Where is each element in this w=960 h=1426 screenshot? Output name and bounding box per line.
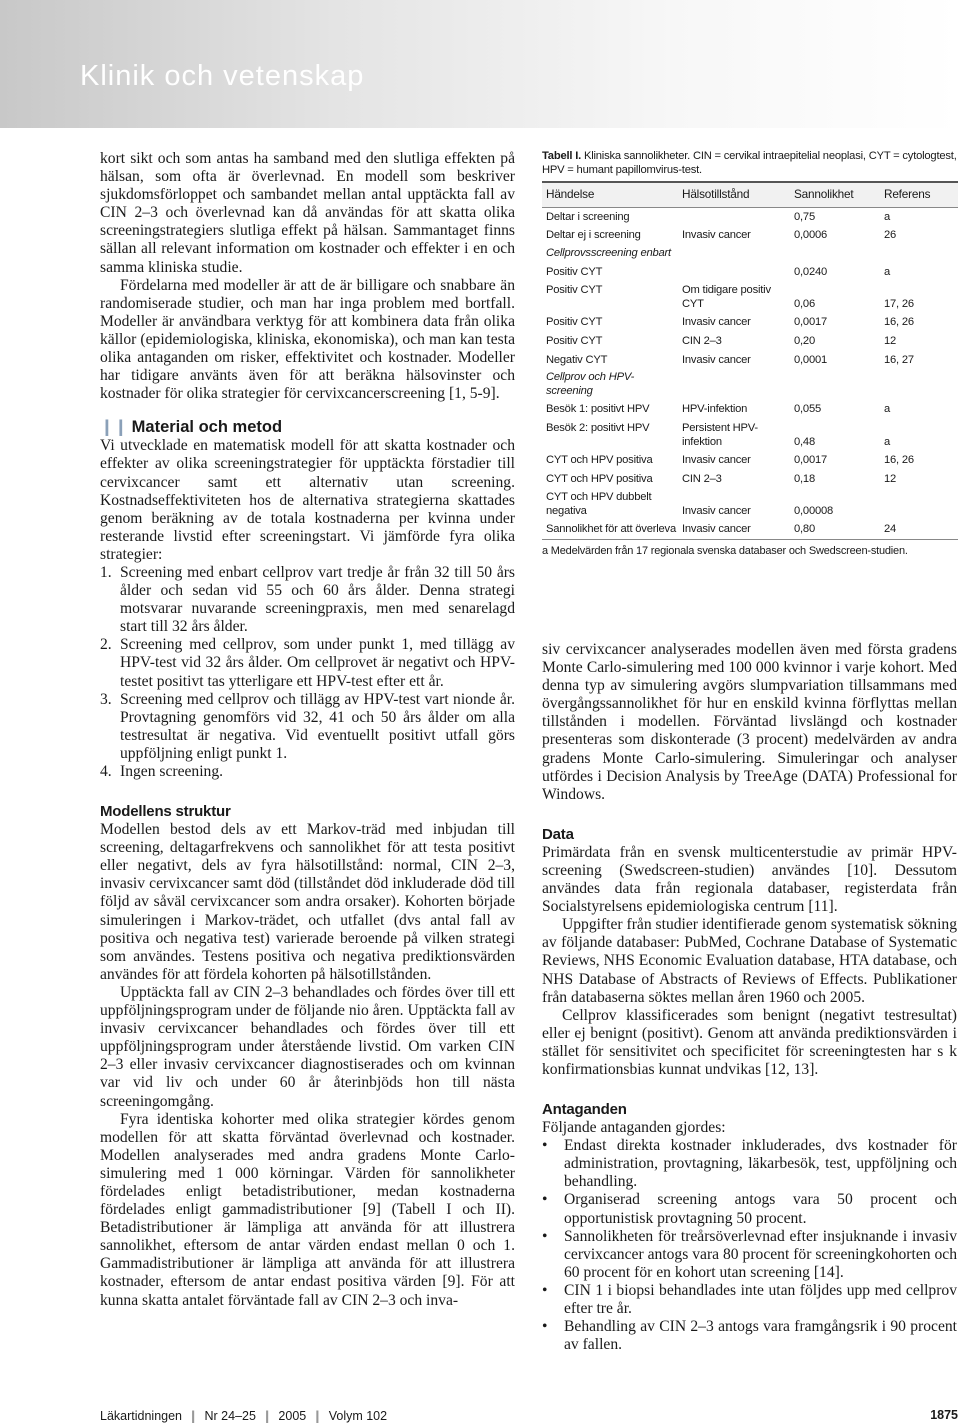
cell-prob: 0,80: [790, 520, 880, 539]
cell-ref: 12: [884, 472, 897, 485]
cell-prob: 0,18: [794, 472, 815, 485]
footer-volume: Volym 102: [328, 1409, 388, 1423]
group-label: Cellprovsscreening enbart: [546, 246, 671, 259]
cell-ref: [880, 245, 958, 263]
assumption-text: Sannolikheten för treårsöverlevnad efter insjuknande i invasiv cervixcancer antogs vara 80 procent för screeningkohorten och 60 procent för en kohort utan screening [14].: [564, 1227, 957, 1281]
list-item: [542, 1282, 957, 1318]
right-paragraph-3: Uppgifter från studier identifierade genom systematisk sökning av följande databaser: PubMed, Cochrane Database of Systematic Reviews, NHS Economic Evaluation database, HTA database, och NHS Database of Abstracts of Reviews of Effects. Publikationer från databaserna söktes mellan åren 1960 och 2005.: [542, 916, 957, 1006]
strategy-text: Screening med cellprov och tillägg av HPV-test vart nionde år. Provtagning genomförs vid 32, 41 och 50 års ålder om alla testresultat är negativa. Vid eventuellt positivt utfall görs uppföljning enligt punkt 1.: [120, 690, 515, 762]
footnote-mark: a: [542, 545, 548, 558]
cell-prob: 0,0240: [794, 265, 828, 278]
left-paragraph-4: Modellen bestod dels av ett Markov-träd med inbjudan till screening, deltagarfrekvens och sannolikhet för att testa positivt eller negativt, dels av fyra hälsotillstånd: normal, CIN 2–3, invasiv cervixcancer samt död (tillståndet död inkluderade död till följd av såväl cervixcancer som andra orsaker). Kohorten började simuleringen i Markov-trädet, och utfallet (dvs antal fall av positiva och negativa test) varierade beroende på vilken strategi som användes. Testens positiva och negativa prediktionsvärden användes för att fördela kohorten på hälsotillstånden.: [100, 821, 515, 983]
heading-antaganden: Antaganden: [542, 1101, 627, 1119]
header-sannolikhet: Sannolikhet: [790, 182, 880, 207]
cell-event: Positiv CYT: [546, 334, 603, 347]
footer-separator: ❙: [312, 1409, 323, 1423]
cell-state: CIN 2–3: [682, 472, 722, 485]
heading-data: Data: [542, 825, 574, 843]
bullet-icon: •: [542, 1318, 548, 1336]
cell-ref: 26: [884, 229, 897, 242]
cell-prob: 0,48: [794, 435, 815, 448]
cell-event: Negativ CYT: [546, 353, 608, 366]
cell-prob: 0,06: [794, 297, 815, 310]
cell-state: Invasiv cancer: [682, 316, 751, 329]
cell-state: [678, 263, 790, 282]
probability-table: [542, 181, 958, 540]
cell-event: CYT och HPV positiva: [546, 454, 653, 467]
left-paragraph-2: Fördelarna med modeller är att de är billigare och snabbare än randomiserade studier, och man har inga problem med bortfall. Modeller är användbara verktyg för att kombinera data från olika källor (epidemiologiska, kliniska, ekonomiska), och man kan testa olika antaganden om risker, effektivitet och kostnader. Modeller har tidigare använts även för att beräkna hälsovinster och kostnader för olika strategier för cervixcancerscreening [1, 5-9].: [100, 276, 515, 403]
group-label: Cellprov och HPV-screening: [546, 371, 635, 397]
cell-ref: a: [884, 435, 891, 448]
table-row: [542, 351, 958, 370]
cell-prob: 0,0017: [794, 454, 828, 467]
left-paragraph-3: Vi utvecklade en matematisk modell för att skatta kostnader och effekter av olika screeningstrategier för upptäckta förstadier till cervixcancer samt ett alternativ utan screening. Kostnadseffektiviteten hos de alternativa strategierna skattades genom beräkning av de totala kostnaderna per kvinna under resterande livstid efter screeningstart. Vi jämförde fyra olika strategier:: [100, 437, 515, 563]
strategy-item: [100, 636, 515, 690]
strategy-text: Screening med enbart cellprov vart tredje år från 32 till 50 års ålder och sedan vid 55 och 60 års ålder. Denna strategi motsvarar nuvarande screeningpraxis, men med senarelagd start till 32 års ålder.: [120, 563, 515, 636]
footer-issue: Nr 24–25: [204, 1409, 256, 1423]
table-1: [542, 150, 958, 570]
right-paragraph-5: Följande antaganden gjordes:: [542, 1119, 726, 1137]
bullet-icon: •: [542, 1227, 548, 1245]
strategy-item: [100, 564, 515, 636]
table-row-group: [542, 369, 958, 400]
table-row: [542, 313, 958, 332]
cell-prob: 0,20: [794, 334, 815, 347]
table-row: [542, 419, 958, 451]
table-header-row: [542, 182, 958, 207]
cell-event: Besök 1: positivt HPV: [546, 403, 650, 416]
cell-prob: 0,00008: [794, 504, 834, 517]
assumption-text: Behandling av CIN 2–3 antogs vara framgångsrik i 90 procent av fallen.: [564, 1318, 957, 1354]
cell-event: Sannolikhet för att överleva: [542, 520, 678, 539]
cell-ref: 12: [884, 334, 897, 347]
cell-event: [542, 245, 678, 263]
table-row: [542, 226, 958, 245]
table-caption-text: Kliniska sannolikheter. CIN = cervikal intraepitelial neoplasi, CYT = cytologtest, HPV = humant papillomvirus-test.: [542, 150, 957, 176]
table-footnote: [542, 545, 958, 559]
footer-journal: Läkartidningen: [100, 1409, 183, 1423]
cell-event: Positiv CYT: [546, 265, 603, 278]
cell-state: CIN 2–3: [682, 334, 722, 347]
footer-year: 2005: [278, 1409, 307, 1423]
header-halsotillstand: Hälsotillstånd: [678, 182, 790, 207]
cell-ref: 16, 27: [884, 353, 914, 366]
strategy-text: Ingen screening.: [120, 763, 224, 780]
cell-state: [678, 207, 790, 226]
left-paragraph-5: Upptäckta fall av CIN 2–3 behandlades och fördes över till ett uppföljningsprogram under de följande nio åren. Upptäckta fall av invasiv cervixcancer behandlades och fördes över till ett uppföljningsprogram under återstående livstid. Om varken CIN 2–3 eller invasiv cervixcancer diagnostiserades och om kvinnan var vid liv och under 60 år återinbjöds hon till nästa screeningomgång.: [100, 983, 515, 1110]
cell-ref: 16, 26: [884, 454, 914, 467]
heading-material-text: Material och metod: [131, 418, 283, 437]
table-row-group: [542, 245, 958, 263]
table-caption-label: Tabell I.: [542, 150, 582, 162]
page-footer: [100, 1408, 958, 1423]
cell-event: [542, 369, 678, 400]
bullet-icon: •: [542, 1281, 548, 1299]
cell-prob: 0,0001: [794, 353, 828, 366]
table-row: [542, 207, 958, 226]
cell-ref: 16, 26: [884, 316, 914, 329]
cell-event: CYT och HPV positiva: [546, 472, 653, 485]
section-title: [80, 60, 364, 93]
strategy-number: 3.: [100, 690, 112, 708]
strategy-item: [100, 763, 515, 781]
cell-state: [678, 245, 790, 263]
cell-event: Deltar ej i screening: [546, 229, 641, 242]
table-row: [542, 263, 958, 282]
assumption-text: CIN 1 i biopsi behandlades inte utan följdes upp med cellprov efter tre år.: [564, 1281, 957, 1317]
cell-prob: 0,0017: [794, 316, 828, 329]
cell-prob: 0,055: [794, 403, 821, 416]
cell-state: Om tidigare positiv CYT: [682, 284, 771, 310]
assumptions-list: [542, 1137, 957, 1354]
cell-event: Deltar i screening: [546, 210, 630, 223]
cell-prob: 0,0006: [794, 229, 828, 242]
footer-separator: ❙: [261, 1409, 273, 1423]
list-item: [542, 1137, 957, 1191]
cell-ref: 24: [880, 520, 958, 539]
right-paragraph-4: Cellprov klassificerades som benignt (negativt testresultat) eller ej benignt (positivt). Genom att använda prediktionsvärden i stället för sensitivitet och specificitet för screeningtesten har s k konfirmationsbias kunnat undvikas [12, 13].: [542, 1006, 957, 1078]
strategy-number: 4.: [100, 763, 112, 780]
list-item: [542, 1228, 957, 1282]
table-row: [542, 400, 958, 419]
cell-prob: 0,75: [794, 210, 815, 223]
list-item: [542, 1191, 957, 1227]
list-item: [542, 1318, 957, 1354]
right-paragraph-2: Primärdata från en svensk multicenterstudie av primär HPV-screening (Swedscreen-studien) användes [10]. Dessutom användes data från regionala databaser, registerdata från Socialstyrelsens epidemiologiska centrum [11].: [542, 843, 957, 916]
heading-modellens-struktur: Modellens struktur: [100, 803, 231, 821]
section-bars-icon: ❙❙: [100, 418, 128, 437]
page-number: 1875: [930, 1408, 958, 1422]
strategy-number: 1.: [100, 563, 112, 581]
table-row: [542, 281, 958, 313]
strategy-item: [100, 691, 515, 763]
cell-ref: a: [884, 403, 891, 416]
assumption-text: Organiserad screening antogs vara 50 procent och opportunistisk provtagning 50 procent.: [564, 1191, 957, 1227]
table-row: [542, 470, 958, 489]
strategies-list: [100, 564, 515, 781]
heading-material-och-metod: [100, 417, 515, 437]
header-referens: Referens: [880, 182, 958, 207]
cell-state: Invasiv cancer: [682, 353, 751, 366]
table-caption: [542, 150, 958, 177]
cell-state: Invasiv cancer: [682, 229, 751, 242]
table-row: [542, 520, 958, 539]
right-column: [542, 641, 957, 1354]
cell-state: Invasiv cancer: [682, 454, 751, 467]
left-paragraph-1: kort sikt och som antas ha samband med den slutliga effekten på hälsan, som ofta är överlevnad. En modell som beskriver sjukdomsförloppet och sambandet mellan antal upptäckta fall av CIN 2–3 och överlevnad kan då användas för att skatta olika screeningstrategiers slutliga effekt på hälsan. Sammantaget finns sällan all relevant information om kostnader och effekter i en och samma kliniska studie.: [100, 150, 515, 276]
cell-prob: [790, 245, 880, 263]
cell-ref: [880, 369, 958, 400]
cell-ref: a: [884, 210, 891, 223]
bullet-icon: •: [542, 1191, 548, 1209]
header-handelse: Händelse: [542, 182, 678, 207]
section-title-rest: linik och vetenskap: [100, 60, 365, 92]
table-row: [542, 332, 958, 351]
cell-event: Positiv CYT: [546, 316, 603, 329]
right-paragraph-1: siv cervixcancer analyserades modellen även med första gradens Monte Carlo-simulering med 100 000 kvinnor i varje kohort. Med denna typ av simulering avgörs slumpvariation tillsammans med övergångssannolikhet för hur en enskild kvinna förflyttas mellan tillstånden i modellen. Förväntad livslängd och kostnader presenteras som diskonterade (3 procent) medelvärden av andra gradens Monte Carlo-simulering. Simuleringar och analyser utfördes i Decision Analysis by TreeAge (DATA) Professional for Windows.: [542, 641, 957, 803]
cell-ref: 17, 26: [884, 297, 914, 310]
cell-ref: [880, 488, 958, 520]
footer-separator: ❙: [188, 1409, 199, 1423]
cell-state: HPV-infektion: [682, 403, 748, 416]
cell-prob: [790, 369, 880, 400]
bullet-icon: •: [542, 1137, 548, 1155]
cell-state: Invasiv cancer: [682, 504, 751, 517]
cell-state: [678, 369, 790, 400]
table-row: [542, 451, 958, 470]
cell-ref: a: [884, 265, 891, 278]
table-row: [542, 488, 958, 520]
section-title-initial: K: [80, 60, 101, 92]
strategy-number: 2.: [100, 636, 112, 654]
cell-event: CYT och HPV dubbelt negativa: [546, 491, 652, 517]
cell-state: Persistent HPV-infektion: [682, 421, 758, 448]
footnote-text: Medelvärden från 17 regionala svenska databaser och Swedscreen-studien.: [547, 545, 908, 558]
cell-event: Positiv CYT: [546, 284, 603, 297]
cell-state: Invasiv cancer: [678, 520, 790, 539]
strategy-text: Screening med cellprov, som under punkt 1, med tillägg av HPV-test vid 32 års ålder. Om cellprovet är negativt och HPV-testet positivt tas ytterligare ett HPV-test efter ett år.: [120, 636, 515, 690]
left-column: [100, 150, 515, 1310]
cell-event: Besök 2: positivt HPV: [546, 421, 650, 434]
assumption-text: Endast direkta kostnader inkluderades, dvs kostnader för administration, provtagning, läkarbesök, test, uppföljning och behandling.: [564, 1137, 957, 1191]
left-paragraph-6: Fyra identiska kohorter med olika strategier kördes genom modellen för att skatta förväntad överlevnad och kostnader. Modellen analyserades med andra gradens Monte Carlo-simulering med 1 000 körningar. Värden för sannolikheter fördelades enligt betadistributioner, medan kostnaderna fördelades enligt gammadistributioner [9] (Tabell I och II). Betadistributioner är lämpliga att använda för att illustrera sannolikhet, eftersom de antar värden endast mellan 0 och 1. Gammadistributioner är lämpliga att använda för att illustrera kostnader, eftersom de antar endast positiva värden [9]. För att kunna skatta antalet förväntade fall av CIN 2–3 och inva-: [100, 1110, 515, 1309]
